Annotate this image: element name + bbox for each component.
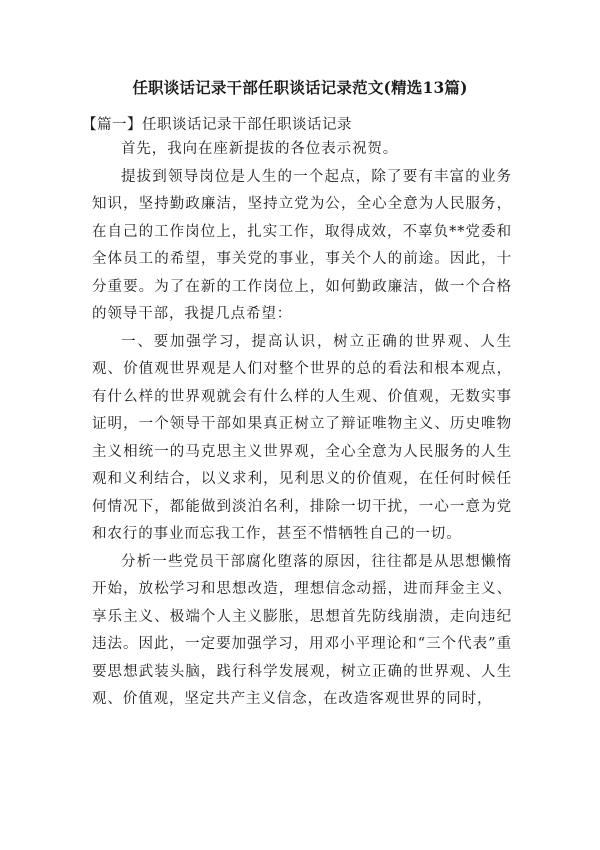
paragraph: 一、要加强学习，提高认识，树立正确的世界观、人生观、价值观世界观是人们对整个世界的总的看法和根本观点，有什么样的世界观就会有什么样的人生观、价值观，无数实事证明，一个领导干部如果真正树立了辩证唯物主义、历史唯物主义相统一的马克思主义世界观，全心全意为人民服务的人生观和义利结合，以义求利，见利思义的价值观，在任何时候任何情况下，都能做到淡泊名利，排除一切干扰，一心一意为党和农行的事业而忘我工作，甚至不惜牺牲自己的一切。 [92,333,512,542]
section-heading: 【篇一】任职谈话记录干部任职谈话记录 [82,117,352,133]
paragraph: 分析一些党员干部腐化堕落的原因，往往都是从思想懒惰开始，放松学习和思想改造，理想信念动摇，进而拜金主义、享乐主义、极端个人主义膨胀，思想首先防线崩溃，走向违纪违法。因此，一定要加强学习，用邓小平理论和“三个代表”重要思想武装头脑，践行科学发展观，树立正确的世界观、人生观、价值观，坚定共产主义信念，在改造客观世界的同时， [92,553,512,707]
paragraph: 提拔到领导岗位是人生的一个起点，除了要有丰富的业务知识，坚持勤政廉洁，坚持立党为公，全心全意为人民服务，在自己的工作岗位上，扎实工作，取得成效，不辜负**党委和全体员工的希望，事关党的事业，事关个人的前途。因此，十分重要。为了在新的工作岗位上，如何勤政廉洁，做一个合格的领导干部，我提几点希望： [92,168,512,322]
document-body [92,136,512,714]
document-title: 任职谈话记录干部任职谈话记录范文(精选13篇) [132,78,468,97]
paragraph: 首先，我向在座新提拔的各位表示祝贺。 [121,141,399,157]
